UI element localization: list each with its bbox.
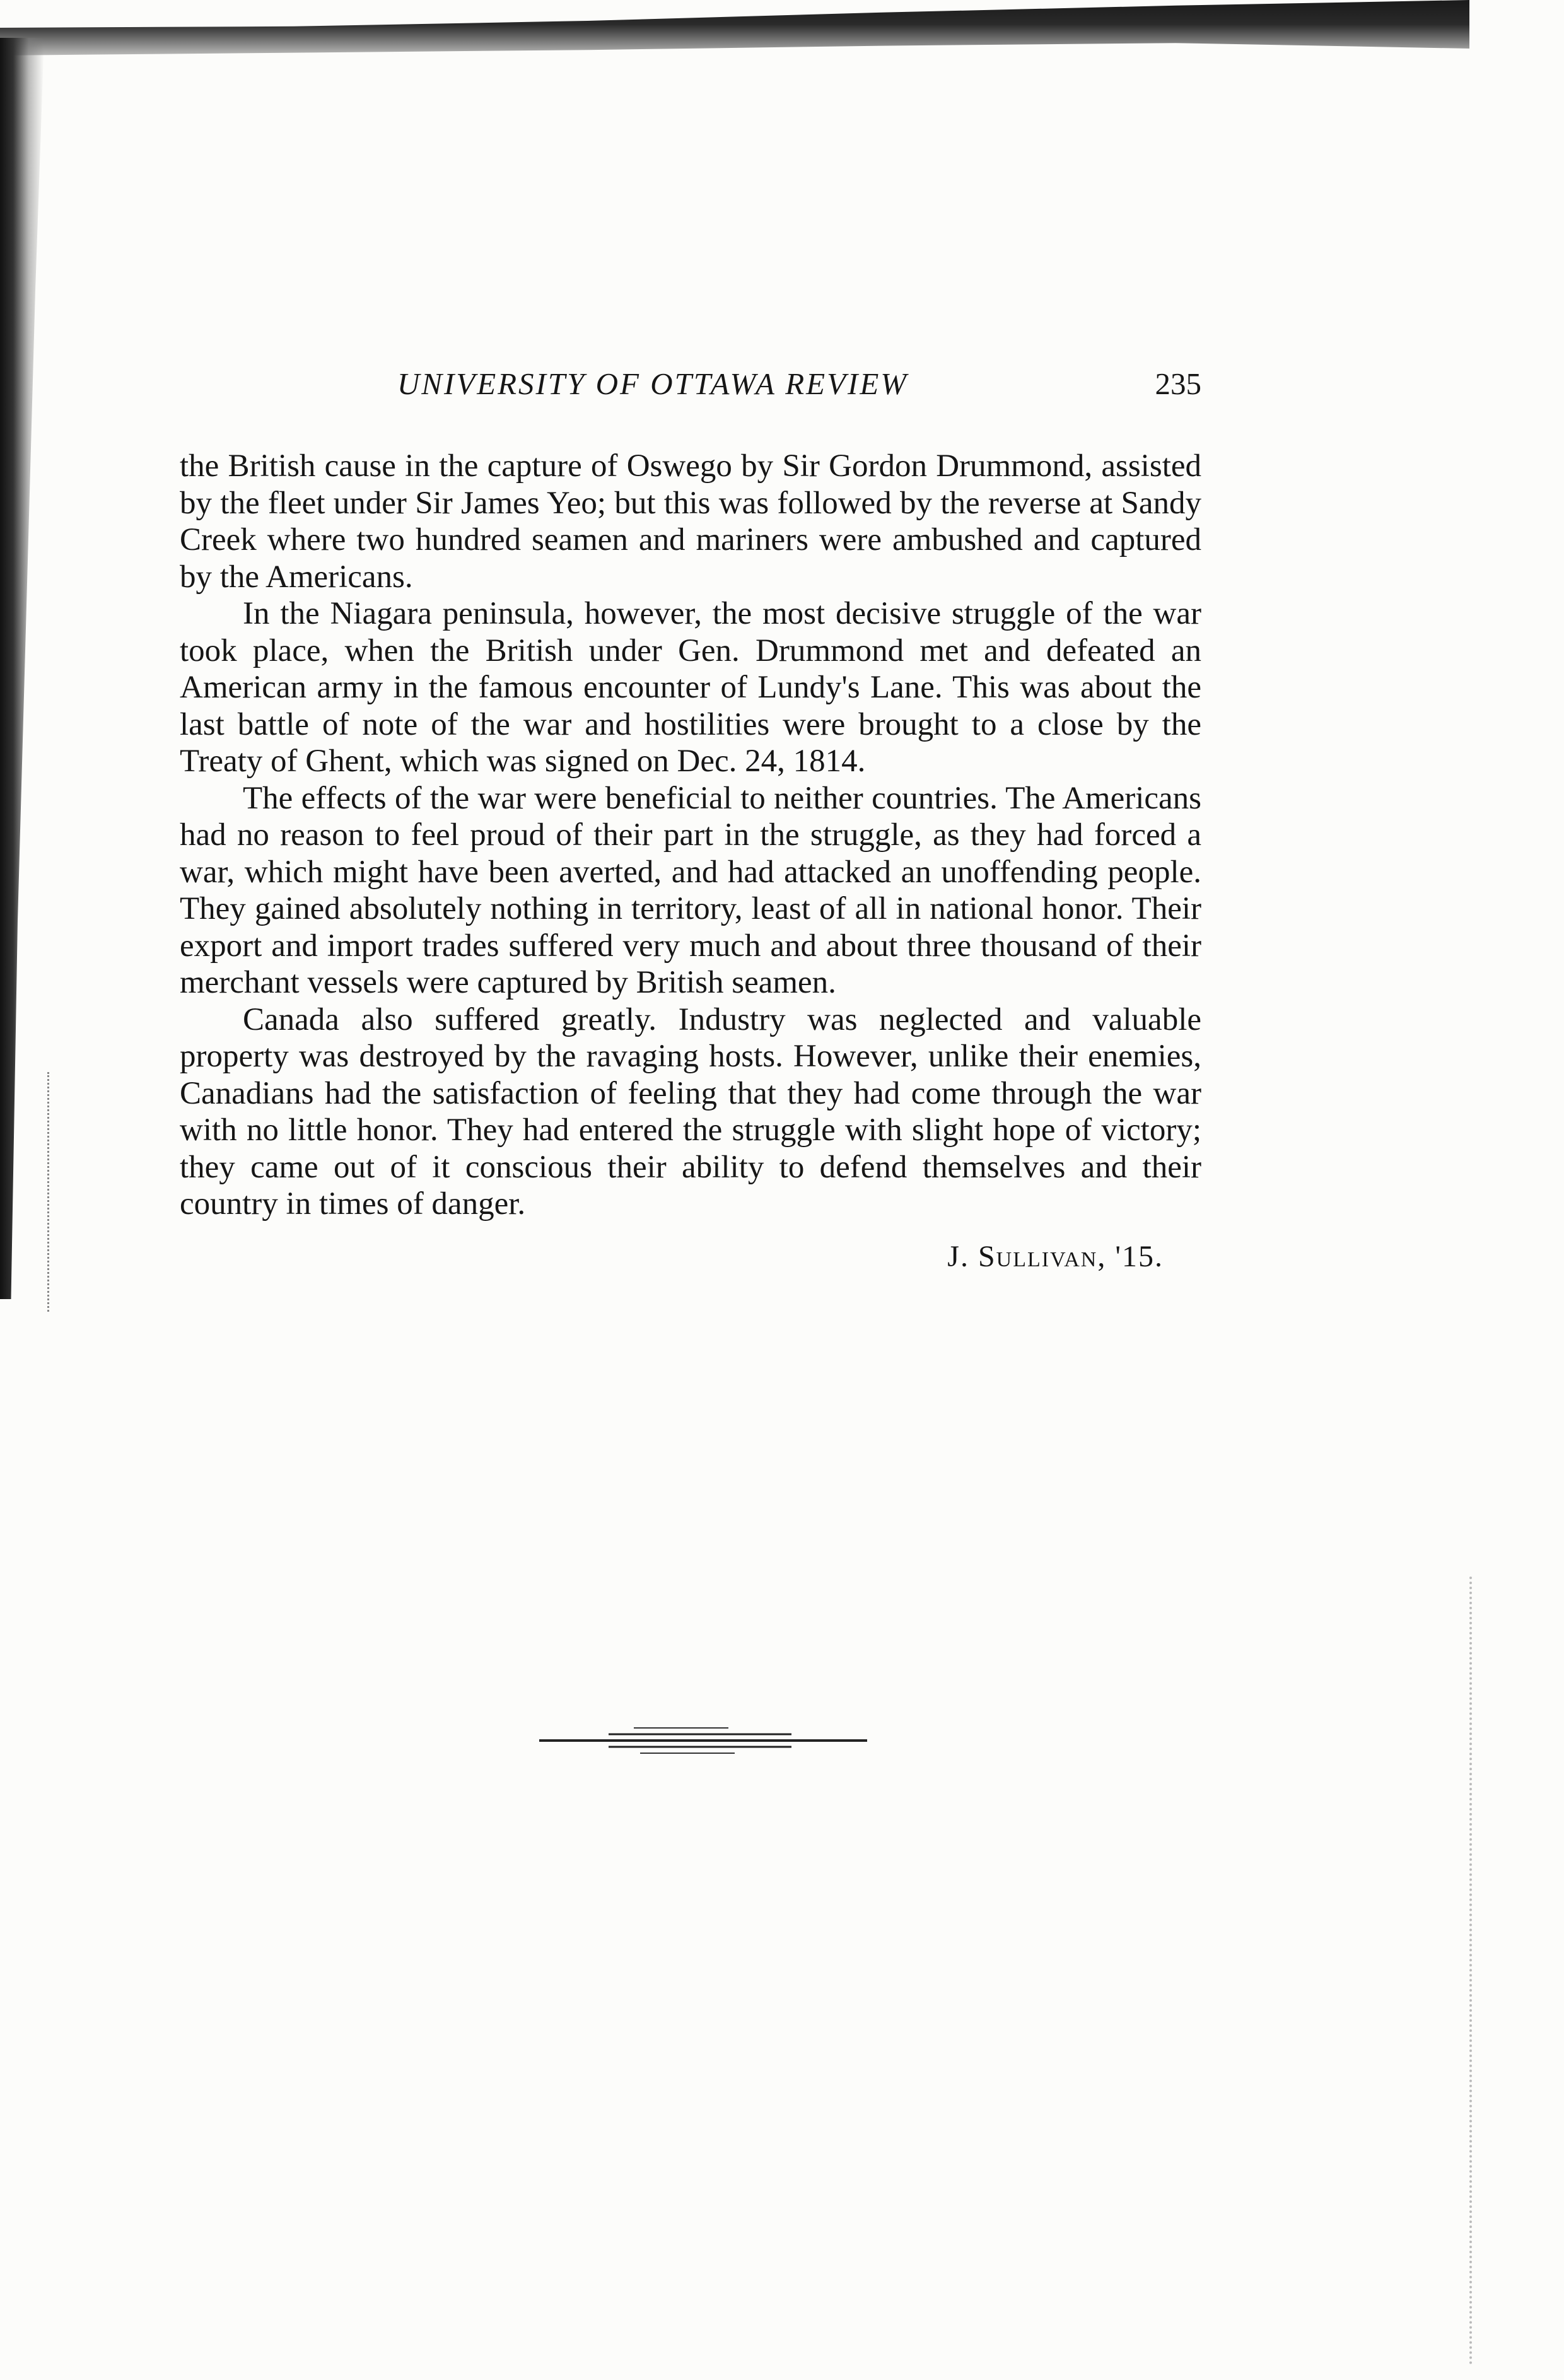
page [180, 366, 1201, 1274]
scan-marks-right [1469, 1577, 1476, 2365]
paragraph-1: the British cause in the capture of Oswego by Sir Gordon Drummond, assisted by the fleet under Sir James Yeo; but this was followed by the reverse at Sandy Creek where two hundred seamen and mariners were ambushed and captured by the Americans. [180, 448, 1201, 595]
running-title: UNIVERSITY OF OTTAWA REVIEW [397, 366, 909, 401]
page-number: 235 [1155, 366, 1201, 401]
scan-edge-left [0, 38, 44, 1299]
article-body [180, 448, 1201, 1223]
paragraph-4: Canada also suffered greatly. Industry was neglected and valuable property was destroyed by the ravaging hosts. However, unlike their enemies, Canadians had the satisfaction of feeling that they had come through the war with no little honor. They had entered the struggle with slight hope of victory; they came out of it conscious their ability to defend themselves and their country in times of danger. [180, 1001, 1201, 1222]
ornamental-rule [539, 1722, 867, 1766]
paragraph-2: In the Niagara peninsula, however, the most decisive struggle of the war took place, when the British under Gen. Drummond met and defeated an American army in the famous encounter of Lundy's Lane. This was about the last battle of note of the war and hostilities were brought to a close by the Treaty of Ghent, which was signed on Dec. 24, 1814. [180, 596, 1201, 779]
page-header [180, 366, 1201, 416]
paragraph-3: The effects of the war were beneficial to neither countries. The Americans had no reason to feel proud of their part in the struggle, as they had forced a war, which might have been averted, and had attacked an unoffending people. They gained absolutely nothing in territory, least of all in national honor. Their export and import trades suffered very much and about three thousand of their merchant vessels were captured by British seamen. [180, 780, 1201, 1000]
scan-edge-top [0, 0, 1469, 69]
author-signature: J. Sullivan, '15. [947, 1239, 1164, 1273]
scan-marks-left [47, 1072, 52, 1312]
